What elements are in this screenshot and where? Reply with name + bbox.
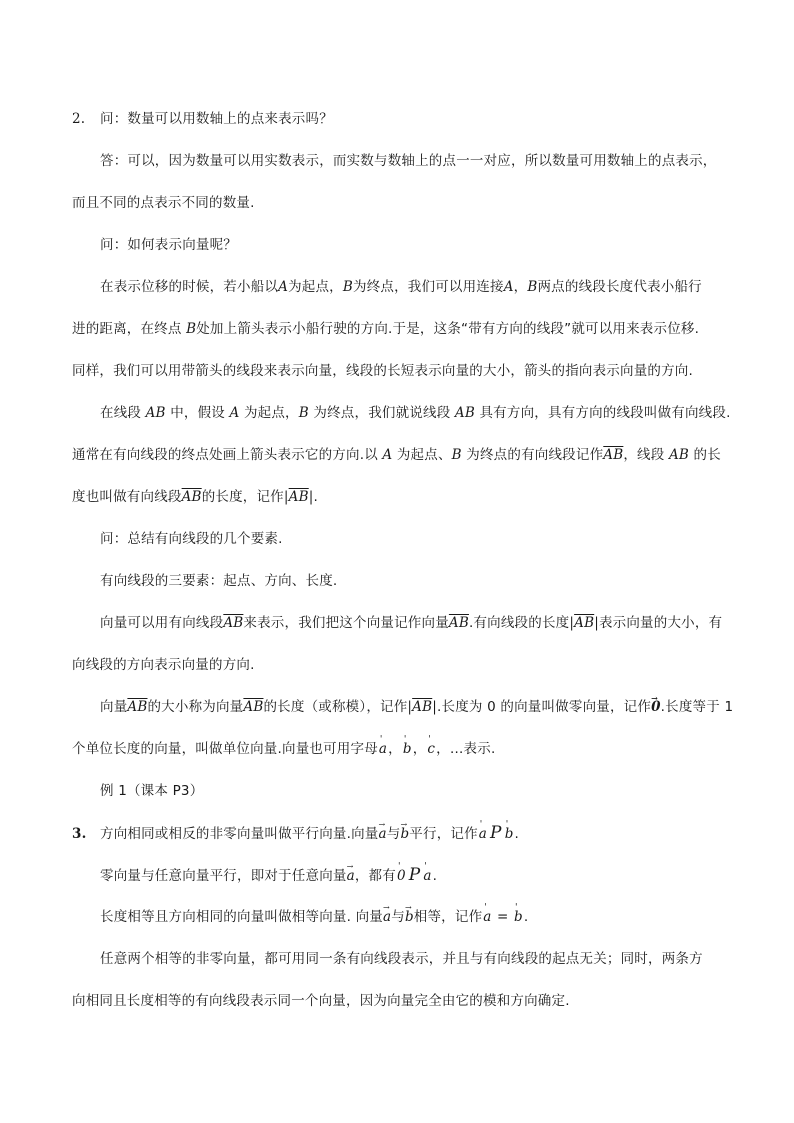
displacement-para-line-3: 同样，我们可以用带箭头的线段来表示向量，线段的长短表示向量的大小，箭头的指向表示向量的方向. [72, 363, 693, 379]
item-3-line-1: 3. 方向相同或相反的非零向量叫做平行向量.向量→ a与→ b平行，记作' a P ' b. [72, 824, 519, 843]
item-3-line-2: 零向量与任意向量平行，即对于任意向量→ a，都有' 0 P ' a. [100, 866, 437, 885]
equals-sign: = [492, 909, 514, 925]
vector-b: ' b [504, 826, 515, 842]
item-2-question [72, 110, 333, 128]
zero-vector: ' 0 [396, 868, 407, 884]
item-2-answer-line-1: 答：可以，因为数量可以用实数表示，而实数与数轴上的点一一对应，所以数量可用数轴上的点表示， [100, 153, 717, 169]
vector-a: ' a [482, 909, 492, 925]
question-text: 问：数量可以用数轴上的点来表示吗？ [100, 111, 333, 127]
vector-a: → a [379, 826, 387, 842]
vector-ab: $\overline{AB}$ [603, 447, 624, 463]
vector-c: ' c [426, 741, 436, 757]
length-para-line-1: 向量$\overline{AB}$的大小称为向量$\overline{AB}$的长度（或称模），记作$|\overline{AB}|$.长度为 0 的向量叫做零向量，记作→ 0.长度等于 1 [100, 698, 733, 716]
item-number: 2. [72, 111, 86, 127]
vector-a: → a [383, 909, 391, 925]
parallel-symbol: P [490, 823, 502, 843]
vector-ab: $\overline{AB}$ [127, 699, 148, 715]
vector-ab: $\overline{AB}$ [223, 615, 244, 631]
representation-para-line-1: 向量可以用有向线段$\overline{AB}$来表示，我们把这个向量记作向量$\overline{AB}$.有向线段的长度$|\overline{AB}|$表示向量的大小，有 [100, 615, 723, 631]
vector-ab: $\overline{AB}$ [181, 489, 202, 505]
vector-b: ' b [402, 741, 413, 757]
item-3-line-5: 向相同且长度相等的有向线段表示同一个向量，因为向量完全由它的模和方向确定. [72, 993, 570, 1009]
three-elements: 有向线段的三要素：起点、方向、长度. [100, 573, 338, 589]
question-vector-representation: 问：如何表示向量呢？ [100, 237, 237, 253]
parallel-symbol: P [408, 865, 421, 885]
vector-ab: $\overline{AB}$ [412, 699, 433, 715]
vector-a: ' a [378, 741, 388, 757]
vector-a: ' a [478, 826, 488, 842]
item-number: 3. [72, 826, 87, 842]
vector-b: → b [405, 909, 414, 925]
item-3-line-4: 任意两个相等的非零向量，都可用同一条有向线段表示，并且与有向线段的起点无关；同时，两条方 [100, 951, 703, 967]
vector-b: ' b [513, 909, 524, 925]
length-para-line-2: 个单位长度的向量，叫做单位向量.向量也可用字母' a，' b，' c，…表示. [72, 740, 495, 758]
displacement-para-line-1: 在表示位移的时候，若小船以A为起点，B为终点，我们可以用连接A，B两点的线段长度代表小船行 [100, 279, 702, 295]
segment-para-line-2: 通常在有向线段的终点处画上箭头表示它的方向.以 A 为起点、B 为终点的有向线段记作$\overline{AB}$，线段 AB 的长 [72, 447, 721, 463]
vector-ab: $\overline{AB}$ [574, 615, 595, 631]
segment-para-line-3: 度也叫做有向线段$\overline{AB}$的长度，记作$|\overline{AB}|$. [72, 489, 318, 505]
item-2-answer-line-2: 而且不同的点表示不同的数量. [72, 195, 255, 211]
vector-ab: $\overline{AB}$ [243, 699, 264, 715]
item-3-line-3: 长度相等且方向相同的向量叫做相等向量. 向量→ a与→ b相等，记作' a = ' b. [100, 908, 528, 926]
segment-para-line-1: 在线段 AB 中，假设 A 为起点，B 为终点，我们就说线段 AB 具有方向，具有方向的线段叫做有向线段. [100, 405, 731, 421]
vector-a: → a [347, 868, 355, 884]
vector-ab: $\overline{AB}$ [288, 489, 309, 505]
vector-ab: $\overline{AB}$ [448, 615, 469, 631]
question-elements: 问：总结有向线段的几个要素. [100, 531, 283, 547]
vector-b: → b [400, 826, 409, 842]
displacement-para-line-2: 进的距离，在终点 B处加上箭头表示小船行驶的方向.于是，这条“带有方向的线段”就可以用来表示位移. [72, 321, 700, 337]
zero-vector: → 0 [651, 699, 661, 715]
example-1: 例 1（课本 P3） [100, 783, 204, 799]
representation-para-line-2: 向线段的方向表示向量的方向. [72, 657, 255, 673]
vector-a: ' a [422, 868, 432, 884]
